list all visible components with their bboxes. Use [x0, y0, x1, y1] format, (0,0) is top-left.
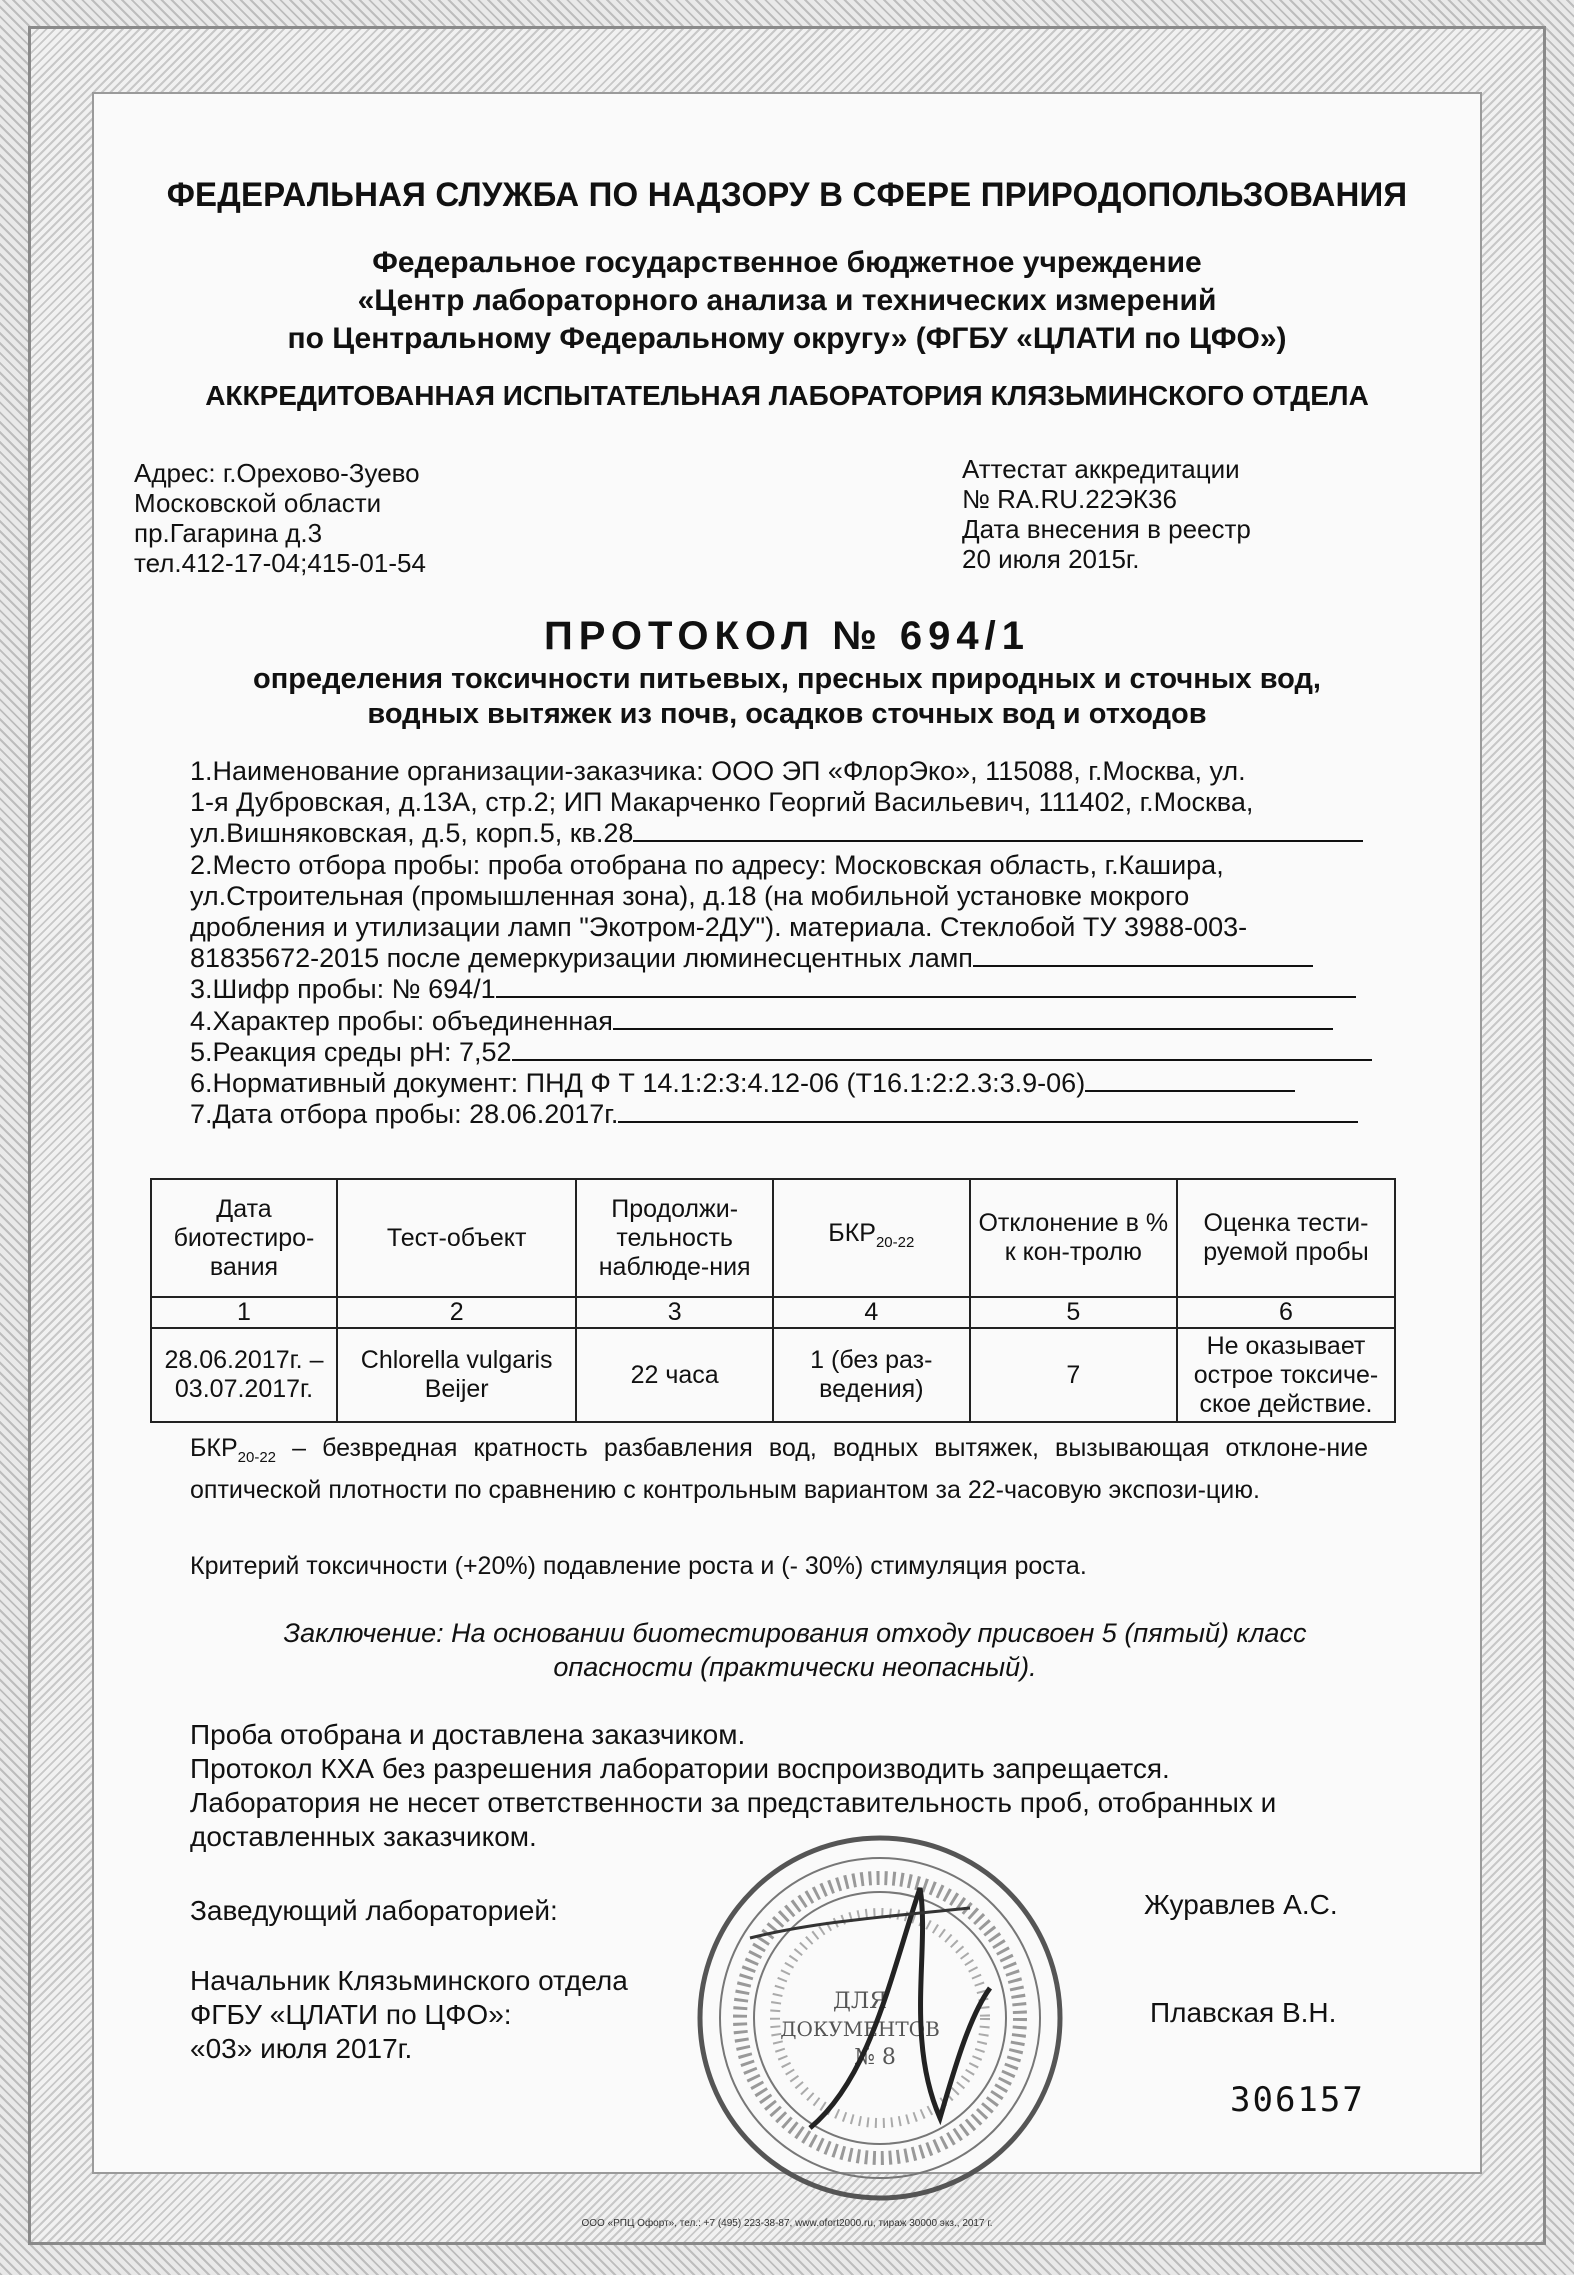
item-line: [190, 1006, 1400, 1037]
item-line: 1.Наименование организации-заказчика: ООО ЭП «ФлорЭко», 115088, г.Москва, ул.: [190, 756, 1246, 786]
table-cell: 6: [1177, 1297, 1395, 1328]
chief-name: Плавская В.Н.: [1150, 1997, 1337, 2028]
item-line: [190, 1068, 1400, 1099]
fill-line: [633, 818, 1363, 842]
note-term-subscript: 20-22: [237, 1449, 277, 1466]
item-line: [190, 974, 1400, 1005]
subtitle-line: определения токсичности питьевых, пресных природных и сточных вод,: [253, 663, 1321, 695]
agency-title: ФЕДЕРАЛЬНАЯ СЛУЖБА ПО НАДЗОРУ В СФЕРЕ ПРИРОДОПОЛЬЗОВАНИЯ: [166, 176, 1408, 214]
institution-line: «Центр лабораторного анализа и технических измерений: [357, 284, 1217, 317]
institution-name: [180, 244, 1394, 358]
toxicity-criterion: Критерий токсичности (+20%) подавление роста и (- 30%) стимуляция роста.: [190, 1552, 1087, 1580]
table-header-cell: Тест-объект: [337, 1179, 576, 1297]
conclusion-line: Заключение: На основании биотестирования отходу присвоен 5 (пятый) класс: [283, 1618, 1307, 1648]
stamp-center-text: ДОКУМЕНТОВ: [780, 2017, 940, 2041]
item-line: 1-я Дубровская, д.13А, стр.2; ИП Макарченко Георгий Васильевич, 111402, г.Москва,: [190, 787, 1254, 818]
note-term: БКР: [190, 1434, 238, 1462]
table-header-cell: Отклонение в % к кон-тролю: [970, 1179, 1177, 1297]
bkr-note: [190, 1432, 1368, 1506]
bkr-label: БКР: [828, 1219, 876, 1247]
subtitle-line: водных вытяжек из почв, осадков сточных вод и отходов: [367, 698, 1207, 730]
address-line: Московской области: [134, 488, 382, 518]
conclusion-line: опасности (практически неопасный).: [553, 1652, 1037, 1682]
accreditation-block: [962, 454, 1251, 574]
item-text: ул.Вишняковская, д.5, корп.5, кв.28: [190, 818, 634, 849]
fill-line: [613, 1006, 1333, 1030]
fill-line: [496, 974, 1356, 998]
stamp-center-text: № 8: [854, 2045, 896, 2070]
item-line: дробления и утилизации ламп "Экотром-2ДУ"). материала. Стеклобой ТУ 3988-003-: [190, 912, 1248, 943]
item-line: [190, 1037, 1400, 1068]
item-text: 3.Шифр пробы: № 694/1: [190, 974, 496, 1005]
table-cell: 22 часа: [576, 1328, 773, 1422]
fill-line: [618, 1099, 1358, 1123]
bkr-subscript: 20-22: [875, 1234, 915, 1251]
serial-number: 306157: [1230, 2080, 1365, 2120]
table-cell: 4: [773, 1297, 970, 1328]
address-line: тел.412-17-04;415-01-54: [134, 548, 426, 578]
printer-footer: ООО «РПЦ Офорт», тел.: +7 (495) 223-38-87, www.ofort2000.ru, тираж 30000 экз., 2017 г.: [581, 2218, 993, 2229]
table-cell: 2: [337, 1297, 576, 1328]
item-text: 5.Реакция среды рН: 7,52: [190, 1036, 512, 1067]
results-table: [150, 1178, 1396, 1423]
head-name: Журавлев А.С.: [1144, 1889, 1338, 1920]
fill-line: [973, 943, 1313, 967]
table-number-row: [151, 1297, 1395, 1328]
chief-block: [190, 1964, 628, 2066]
institution-line: Федеральное государственное бюджетное учреждение: [372, 246, 1202, 279]
accreditation-line: Аттестат аккредитации: [962, 454, 1240, 484]
item-line: [190, 1099, 1400, 1130]
conclusion: [200, 1616, 1390, 1684]
table-header-cell: Дата биотестиро-вания: [151, 1179, 337, 1297]
item-line: [190, 818, 1400, 849]
table-header-row: [151, 1179, 1395, 1297]
remark-line: доставленных заказчиком.: [190, 1821, 537, 1852]
remark-line: Протокол КХА без разрешения лаборатории воспроизводить запрещается.: [190, 1753, 1170, 1784]
item-line: 2.Место отбора пробы: проба отобрана по адресу: Московская область, г.Кашира,: [190, 849, 1224, 880]
protocol-items: [190, 756, 1400, 1130]
protocol-title: ПРОТОКОЛ № 694/1: [543, 614, 1031, 658]
table-cell: 5: [970, 1297, 1177, 1328]
address-block: [134, 458, 426, 578]
table-cell: 1 (без раз-ведения): [773, 1328, 970, 1422]
item-line: [190, 943, 1400, 974]
table-header-cell: Продолжи-тельность наблюде-ния: [576, 1179, 773, 1297]
note-text: – безвредная кратность разбавления вод, водных вытяжек, вызывающая отклоне-ние оптической плотности по сравнению с контрольным вариантом за 22-часовую экспози-цию.: [190, 1434, 1368, 1504]
item-text: 6.Нормативный документ: ПНД Ф Т 14.1:2:3:4.12-06 (Т16.1:2:2.3:3.9-06): [190, 1068, 1086, 1099]
table-header-cell: Оценка тести-руемой пробы: [1177, 1179, 1395, 1297]
address-line: пр.Гагарина д.3: [134, 518, 323, 548]
table-cell: 28.06.2017г. – 03.07.2017г.: [151, 1328, 337, 1422]
institution-line: по Центральному Федеральному округу» (ФГБУ «ЦЛАТИ по ЦФО»): [287, 322, 1287, 355]
table-cell: 1: [151, 1297, 337, 1328]
chief-line: Начальник Клязьминского отдела: [190, 1965, 628, 1996]
signature-scribble: [750, 1908, 970, 1938]
head-title: Заведующий лабораторией:: [190, 1895, 558, 1926]
address-line: Адрес: г.Орехово-Зуево: [134, 458, 420, 488]
chief-date: «03» июля 2017г.: [190, 2033, 413, 2064]
chief-line: ФГБУ «ЦЛАТИ по ЦФО»:: [190, 1999, 512, 2030]
accreditation-line: 20 июля 2015г.: [962, 544, 1140, 574]
fill-line: [1085, 1068, 1295, 1092]
table-header-cell: [773, 1179, 970, 1297]
item-text: 7.Дата отбора пробы: 28.06.2017г.: [190, 1099, 619, 1130]
table-cell: 3: [576, 1297, 773, 1328]
accreditation-line: № RA.RU.22ЭК36: [962, 484, 1177, 514]
protocol-subtitle: [180, 662, 1394, 732]
item-line: ул.Строительная (промышленная зона), д.18 (на мобильной установке мокрого: [190, 880, 1190, 911]
accreditation-line: Дата внесения в реестр: [962, 514, 1251, 544]
item-text: 81835672-2015 после демеркуризации люминесцентных ламп: [190, 943, 973, 974]
official-stamp: [690, 1828, 1070, 2208]
lab-title: АККРЕДИТОВАННАЯ ИСПЫТАТЕЛЬНАЯ ЛАБОРАТОРИЯ КЛЯЗЬМИНСКОГО ОТДЕЛА: [205, 380, 1369, 411]
remark-line: Лаборатория не несет ответственности за представительность проб, отобранных и: [190, 1787, 1277, 1818]
fill-line: [512, 1037, 1372, 1061]
item-text: 4.Характер пробы: объединенная: [190, 1005, 613, 1036]
remark-line: Проба отобрана и доставлена заказчиком.: [190, 1719, 746, 1750]
stamp-center-text: ДЛЯ: [832, 1989, 888, 2014]
table-cell: Не оказывает острое токсиче-ское действие.: [1177, 1328, 1395, 1422]
table-cell: Chlorella vulgaris Beijer: [337, 1328, 576, 1422]
table-row: [151, 1328, 1395, 1422]
table-cell: 7: [970, 1328, 1177, 1422]
